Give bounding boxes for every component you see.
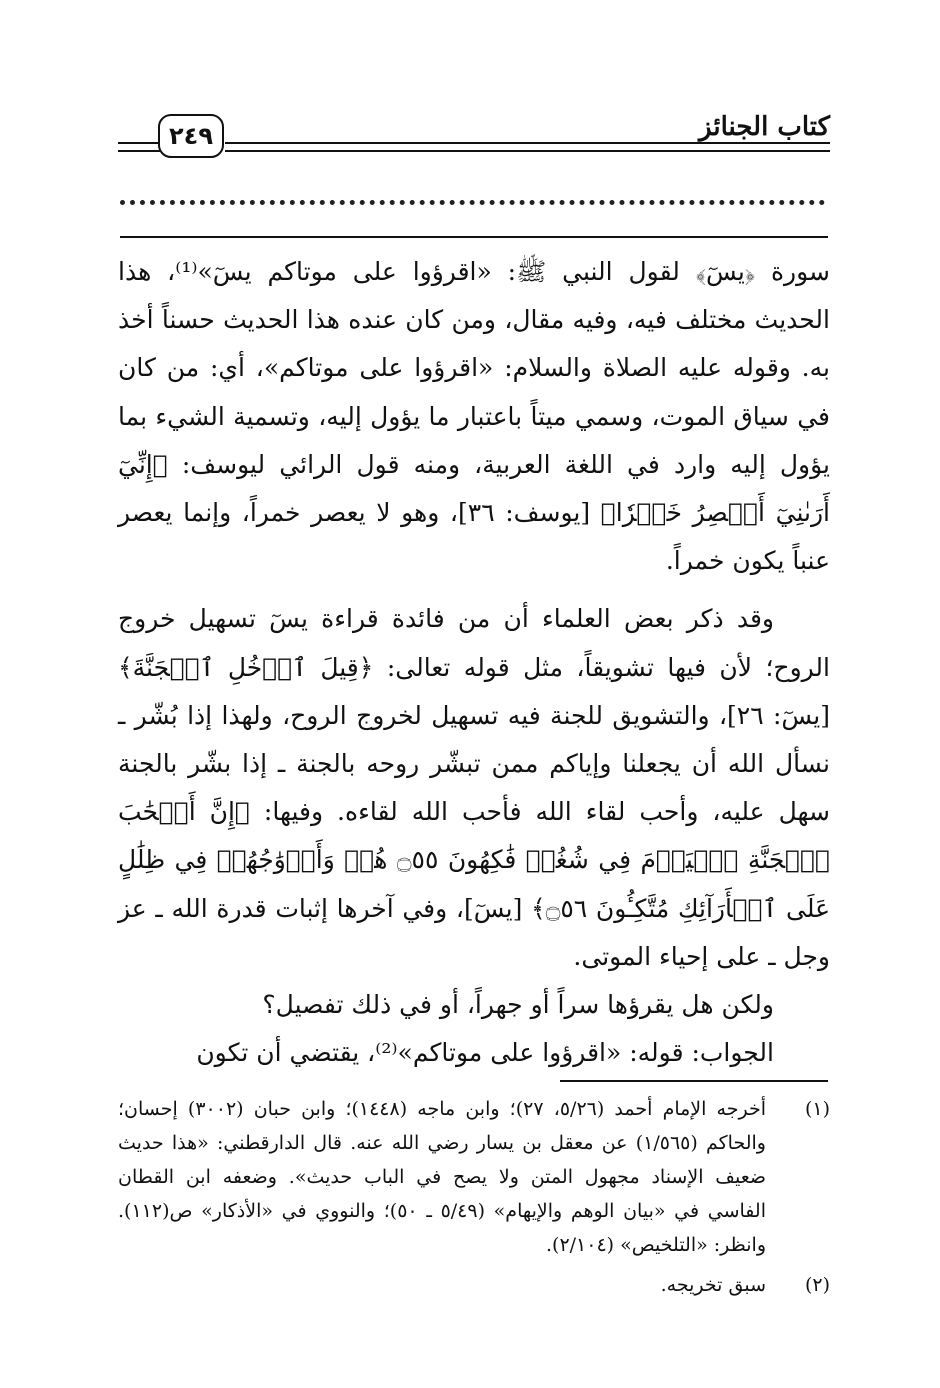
footnote-separator <box>560 1080 828 1082</box>
header-rule <box>118 142 160 144</box>
footnote <box>118 1092 830 1262</box>
footnote-number: (١) <box>804 1098 830 1120</box>
paragraph: الجواب: قوله: «اقرؤوا على موتاكم»⁽²⁾، يقتضي أن تكون <box>196 1038 774 1068</box>
footnote <box>118 1268 830 1302</box>
text-top-rule <box>120 236 828 238</box>
header-rule <box>225 142 830 144</box>
footnotes <box>118 1092 830 1302</box>
page-number: ٢٤٩ <box>158 114 224 158</box>
footnote-text: سبق تخريجه. <box>660 1274 766 1296</box>
main-text <box>118 248 830 1077</box>
paragraph: وقد ذكر بعض العلماء أن من فائدة قراءة يسٓ تسهيل خروج الروح؛ لأن فيها تشويقاً، مثل قوله تعالى: ﴿قِيلَ ٱدۡخُلِ ٱلۡجَنَّةَ﴾ [يسٓ: ٢٦]، والتشويق للجنة فيه تسهيل لخروج الروح، ولهذا إذا بُشّر ـ نسأل الله أن يجعلنا وإياكم ممن تبشّر روحه بالجنة ـ إذا بشّر بالجنة سهل عليه، وأحب لقاء الله فأحب الله لقاءه. وفيها: ﴿إِنَّ أَصۡحَٰبَ ٱلۡجَنَّةِ ٱلۡيَوۡمَ فِي شُغُلٖ فَٰكِهُونَ ۝٥٥ هُمۡ وَأَزۡوَٰجُهُمۡ فِي ظِلَٰلٍ عَلَى ٱلۡأَرَآئِكِ مُتَّكِـُٔونَ ۝٥٦﴾ [يسٓ]، وفي آخرها إثبات قدرة الله ـ عز وجل ـ على إحياء الموتى. <box>118 604 831 971</box>
paragraph: سورة ﴿يسٓ﴾ لقول النبي ﷺ: «اقرؤوا على موتاكم يسٓ»⁽¹⁾، هذا الحديث مختلف فيه، وفيه مقال، ومن كان عنده هذا الحديث حسناً أخذ به. وقوله عليه الصلاة والسلام: «اقرؤوا على موتاكم»، أي: من كان في سياق الموت، وسمي ميتاً باعتبار ما يؤول إليه، وتسمية الشيء بما يؤول إليه وارد في اللغة العربية، ومنه قول الرائي ليوسف: ﴿إِنِّيٓ أَرَىٰنِيٓ أَعۡصِرُ خَمۡرٗا﴾ [يوسف: ٣٦]، وهو لا يعصر خمراً، وإنما يعصر عنباً يكون خمراً. <box>118 257 830 576</box>
running-title: كتاب الجنائز <box>699 112 830 142</box>
footnote-text: أخرجه الإمام أحمد (٥/٢٦، ٢٧)؛ وابن ماجه (١٤٤٨)؛ وابن حبان (٣٠٠٢) إحسان؛ والحاكم (١/٥٦٥) عن معقل بن يسار رضي الله عنه. قال الدارقطني: «هذا حديث ضعيف الإسناد مجهول المتن ولا يصح في الباب حديث». وضعفه ابن القطان الفاسي في «بيان الوهم والإيهام» (٥/٤٩ ـ ٥٠)؛ والنووي في «الأذكار» ص(١١٢). وانظر: «التلخيص» (٢/١٠٤). <box>118 1098 766 1256</box>
page-header <box>118 112 830 162</box>
dotted-separator <box>120 200 825 205</box>
footnote-number: (٢) <box>804 1274 830 1296</box>
header-rule <box>225 150 830 152</box>
header-rule <box>118 150 160 152</box>
paragraph: ولكن هل يقرؤها سراً أو جهراً، أو في ذلك تفصيل؟ <box>262 990 774 1020</box>
